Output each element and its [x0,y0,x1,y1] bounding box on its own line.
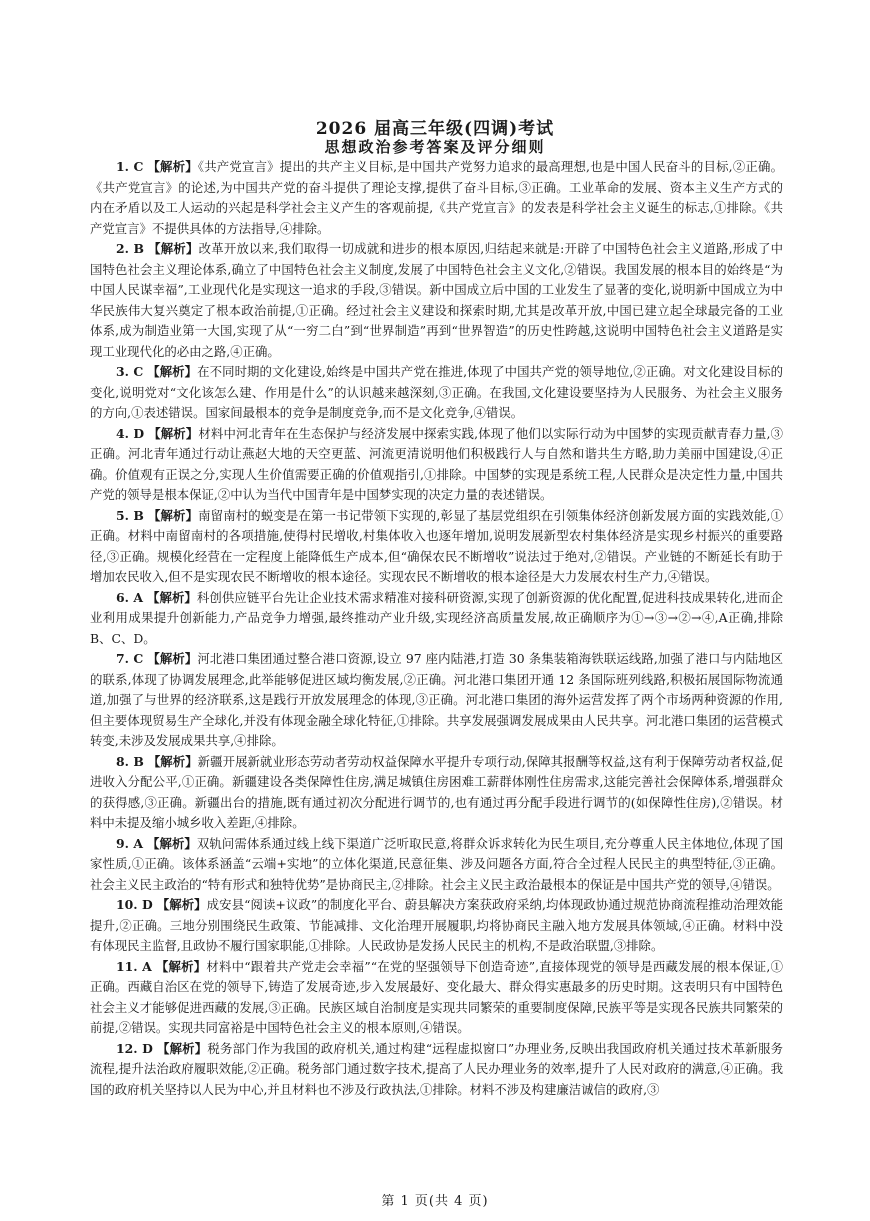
answer-text: 材料中“跟着共产党走会幸福”“在党的坚强领导下创造奇迹”,直接体现党的领导是西藏发展的根本保证,①正确。西藏自治区在党的领导下,铸造了发展奇迹,步入发展最好、变化最大、群众得实惠最多的历史时期。这表明只有中国特色社会主义才能够促进西藏的发展,③正确。民族区域自治制度是实现共同繁荣的重要制度保障,民族平等是实现各民族共同繁荣的前提,②错误。实现共同富裕是中国特色社会主义的根本原则,④错误。 [90,958,783,1035]
answer-item [90,752,783,834]
analysis-tag: 【解析】 [148,425,199,441]
analysis-tag: 【解析】 [148,241,199,256]
answer-text: 《共产党宣言》提出的共产主义目标,是中国共产党努力追求的最高理想,也是中国人民奋斗的目标,②正确。《共产党宣言》的论述,为中国共产党的奋斗提供了理论支撑,提供了奋斗目标,③正确。工业革命的发展、资本主义生产方式的内在矛盾以及工人运动的兴起是科学社会主义产生的客观前提,《共产党宣言》的发表是科学社会主义诞生的标志,①排除。《共产党宣言》不提供具体的方法指导,④排除。 [90,159,783,236]
answer-number: 12. D [116,1040,153,1056]
answer-number: 7. C [116,651,144,666]
answer-text: 科创供应链平台先让企业技术需求精准对接科研资源,实现了创新资源的优化配置,促进科技成果转化,进而企业利用成果提升创新能力,产品竞争力增强,最终推动产业升级,实现经济高质量发展,故正确顺序为①→③→②→④,A正确,排除 B、C、D。 [90,589,783,646]
answer-number: 2. B [116,241,144,256]
answer-number: 9. A [116,835,143,851]
analysis-tag: 【解析】 [146,835,197,851]
answer-item [90,506,783,588]
analysis-tag: 【解析】 [156,897,207,912]
analysis-tag: 【解析】 [147,159,198,174]
page-title: 2026 届高三年级(四调)考试 [315,119,555,139]
page-subtitle: 思想政治参考答案及评分细则 [324,138,546,156]
answer-item [90,834,783,896]
answer-text: 改革开放以来,我们取得一切成就和进步的根本原因,归结起来就是:开辟了中国特色社会主义道路,形成了中国特色社会主义理论体系,确立了中国特色社会主义制度,发展了中国特色社会主义文化,②错误。我国发展的根本目的始终是“为中国人民谋幸福”,工业现代化是实现这一追求的手段,③错误。新中国成立后中国的工业发生了显著的变化,说明新中国成立为中华民族伟大复兴奠定了根本政治前提,①正确。经过社会主义建设和探索时期,尤其是改革开放,中国已建立起全球最完备的工业体系,成为制造业第一大国,实现了从“一穷二白”到“世界制造”再到“世界智造”的历史性跨越,这说明中国特色社会主义道路是实现工业现代化的必由之路,④正确。 [90,241,783,359]
answer-item [90,649,783,752]
answer-item [90,424,783,506]
answer-number: 3. C [116,364,144,379]
analysis-tag: 【解析】 [146,589,197,605]
answer-number: 10. D [116,897,153,912]
answer-item [90,239,783,362]
answer-number: 8. B [116,753,144,769]
answer-text: 新疆开展新就业形态劳动者劳动权益保障水平提升专项行动,保障其报酬等权益,这有利于保障劳动者权益,促进收入分配公平,①正确。新疆建设各类保障性住房,满足城镇住房困难工薪群体刚性住房需求,这能完善社会保障体系,增强群众的获得感,③正确。新疆出台的措施,既有通过初次分配进行调节的,也有通过再分配手段进行调节的(如保障性住房),②错误。材料中未提及缩小城乡收入差距,④排除。 [90,753,783,830]
analysis-tag: 【解析】 [156,1040,208,1056]
answer-text: 南留南村的蜕变是在第一书记带领下实现的,彰显了基层党组织在引领集体经济创新发展方面的实践效能,①正确。材料中南留南村的各项措施,使得村民增收,村集体收入也逐年增加,说明发展新型农村集体经济是实现乡村振兴的重要路径,③正确。规模化经营在一定程度上能降低生产成本,但“确保农民不断增收”说法过于绝对,②错误。产业链的不断延长有助于增加农民收入,但不是实现农民不断增收的根本途径。实现农民不断增收的根本途径是大力发展农村生产力,④错误。 [90,507,783,584]
answer-item [90,362,783,424]
answer-number: 6. A [116,589,143,605]
answer-text: 双轨问需体系通过线上线下渠道广泛听取民意,将群众诉求转化为民生项目,充分尊重人民主体地位,体现了国家性质,①正确。该体系涵盖“云端+实地”的立体化渠道,民意征集、涉及问题各方面,符合全过程人民民主的典型特征,③正确。社会主义民主政治的“特有形式和独特优势”是协商民主,②排除。社会主义民主政治最根本的保证是中国共产党的领导,④错误。 [90,835,783,892]
answer-item [90,588,783,650]
answer-text: 河北港口集团通过整合港口资源,设立 97 座内陆港,打造 30 条集装箱海铁联运线路,加强了港口与内陆地区的联系,体现了协调发展理念,此举能够促进区域均衡发展,②正确。河北港口集团开通 12 条国际班列线路,积极拓展国际物流通道,加强了与世界的经济联系,这是践行开放发展理念的体现,③正确。河北港口集团的海外运营发挥了两个市场两种资源的作用,但主要体现贸易生产全球化,并没有体现金融全球化特征,①排除。共享发展强调发展成果由人民共享。河北港口集团的运营模式转变,未涉及发展成果共享,④排除。 [90,651,783,748]
answer-text: 在不同时期的文化建设,始终是中国共产党在推进,体现了中国共产党的领导地位,②正确。对文化建设目标的变化,说明党对“文化该怎么建、作用是什么”的认识越来越深刻,③正确。在我国,文化建设要坚持为人民服务、为社会主义服务的方向,①表述错误。国家间最根本的竞争是制度竞争,而不是文化竞争,④错误。 [90,364,783,420]
analysis-tag: 【解析】 [147,651,198,666]
answer-text: 成安县“阅读+议政”的制度化平台、蔚县解决方案获政府采纳,均体现政协通过规范协商流程推动治理效能提升,②正确。三地分别围绕民生政策、节能减排、文化治理开展履职,均将协商民主融入地方发展具体领域,④正确。材料中没有体现民主监督,且政协不履行国家职能,①排除。人民政协是发扬人民民主的机构,不是政治联盟,③排除。 [90,897,783,953]
answer-number: 5. B [116,507,144,523]
page-footer: 第 1 页(共 4 页) [381,1194,489,1209]
answer-item [90,1039,783,1101]
analysis-tag: 【解析】 [155,958,207,974]
analysis-tag: 【解析】 [147,507,199,523]
answer-list [90,157,783,1100]
answer-number: 4. D [116,425,145,441]
answer-item [90,957,783,1039]
answer-number: 1. C [116,159,144,174]
analysis-tag: 【解析】 [147,753,198,769]
answer-item [90,895,783,957]
answer-item [90,157,783,239]
answer-text: 材料中河北青年在生态保护与经济发展中探索实践,体现了他们以实际行动为中国梦的实现贡献青春力量,③正确。河北青年通过行动让燕赵大地的天空更蓝、河流更清说明他们积极践行人与自然和谐共生方略,助力美丽中国建设,④正确。价值观有正误之分,实现人生价值需要正确的价值观指引,①排除。中国梦的实现是系统工程,人民群众是决定性力量,中国共产党的领导是根本保证,②中认为当代中国青年是中国梦实现的决定力量的表述错误。 [90,425,783,502]
answer-number: 11. A [116,958,152,974]
answer-text: 税务部门作为我国的政府机关,通过构建“远程虚拟窗口”办理业务,反映出我国政府机关通过技术革新服务流程,提升法治政府履职效能,②正确。税务部门通过数字技术,提高了人民办理业务的效率,提升了人民对政府的满意,④正确。我国的政府机关坚持以人民为中心,并且材料也不涉及行政执法,①排除。材料不涉及构建廉洁诚信的政府,③ [90,1040,783,1097]
analysis-tag: 【解析】 [147,364,198,379]
